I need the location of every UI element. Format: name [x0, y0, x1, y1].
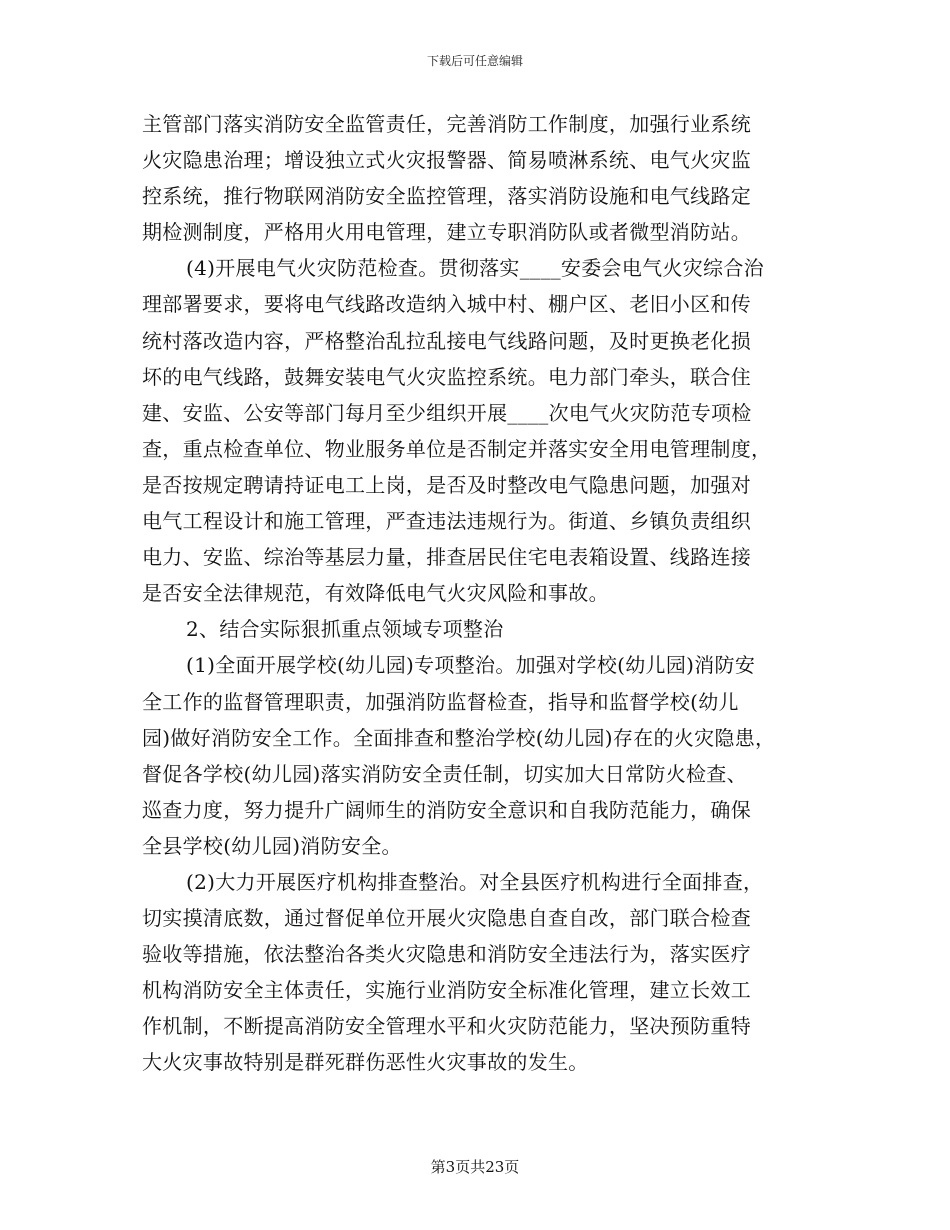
text-line: 坏的电气线路，鼓舞安装电气火灾监控系统。电力部门牵头，联合住	[142, 364, 751, 389]
text-line: 园)做好消防安全工作。全面排查和整治学校(幼儿园)存在的火灾隐患，	[142, 725, 776, 750]
text-line: 电气工程设计和施工管理，严查违法违规行为。街道、乡镇负责组织	[142, 509, 751, 534]
text-line: 作机制，不断提高消防安全管理水平和火灾防范能力，坚决预防重特	[142, 1014, 751, 1039]
text-line: 全县学校(幼儿园)消防安全。	[142, 833, 402, 858]
text-line: 大火灾事故特别是群死群伤恶性火灾事故的发生。	[142, 1050, 589, 1075]
text-line: 切实摸清底数，通过督促单位开展火灾隐患自查自改，部门联合检查	[142, 906, 751, 931]
text-line: 电力、安监、综治等基层力量，排查居民住宅电表箱设置、线路连接	[142, 545, 751, 570]
text-line: 建、安监、公安等部门每月至少组织开展____次电气火灾防范专项检	[142, 400, 752, 425]
text-line: 巡查力度，努力提升广阔师生的消防安全意识和自我防范能力，确保	[142, 797, 751, 822]
text-line: 是否安全法律规范，有效降低电气火灾风险和事故。	[142, 581, 609, 606]
text-line: 机构消防安全主体责任，实施行业消防安全标准化管理，建立长效工	[142, 978, 751, 1003]
paragraph-start-line: (1)全面开展学校(幼儿园)专项整治。加强对学校(幼儿园)消防安	[186, 653, 756, 678]
text-line: 统村落改造内容，严格整治乱拉乱接电气线路问题，及时更换老化损	[142, 328, 751, 353]
page-header: 下载后可任意编辑	[426, 54, 523, 68]
text-line: 督促各学校(幼儿园)落实消防安全责任制，切实加大日常防火检查、	[142, 761, 747, 786]
text-line: 全工作的监督管理职责，加强消防监督检查，指导和监督学校(幼儿	[142, 689, 739, 714]
text-line: 控系统，推行物联网消防安全监控管理，落实消防设施和电气线路定	[142, 184, 751, 209]
paragraph-start-line: (4)开展电气火灾防范检查。贯彻落实____安委会电气火灾综合治	[186, 256, 764, 281]
text-line: 是否按规定聘请持证电工上岗，是否及时整改电气隐患问题，加强对	[142, 472, 751, 497]
section-heading: 2、结合实际狠抓重点领域专项整治	[186, 617, 504, 642]
text-line: 火灾隐患治理；增设独立式火灾报警器、简易喷淋系统、电气火灾监	[142, 148, 751, 173]
text-line: 期检测制度，严格用火用电管理，建立专职消防队或者微型消防站。	[142, 220, 751, 245]
text-line: 查，重点检查单位、物业服务单位是否制定并落实安全用电管理制度，	[142, 436, 772, 461]
document-body	[142, 106, 832, 1081]
text-line: 理部署要求，要将电气线路改造纳入城中村、棚户区、老旧小区和传	[142, 292, 751, 317]
page-number: 第3页共23页	[430, 1158, 520, 1176]
text-line: 主管部门落实消防安全监管责任，完善消防工作制度，加强行业系统	[142, 112, 751, 136]
paragraph-start-line: (2)大力开展医疗机构排查整治。对全县医疗机构进行全面排查，	[186, 869, 764, 894]
text-line: 验收等措施，依法整治各类火灾隐患和消防安全违法行为，落实医疗	[142, 942, 751, 967]
